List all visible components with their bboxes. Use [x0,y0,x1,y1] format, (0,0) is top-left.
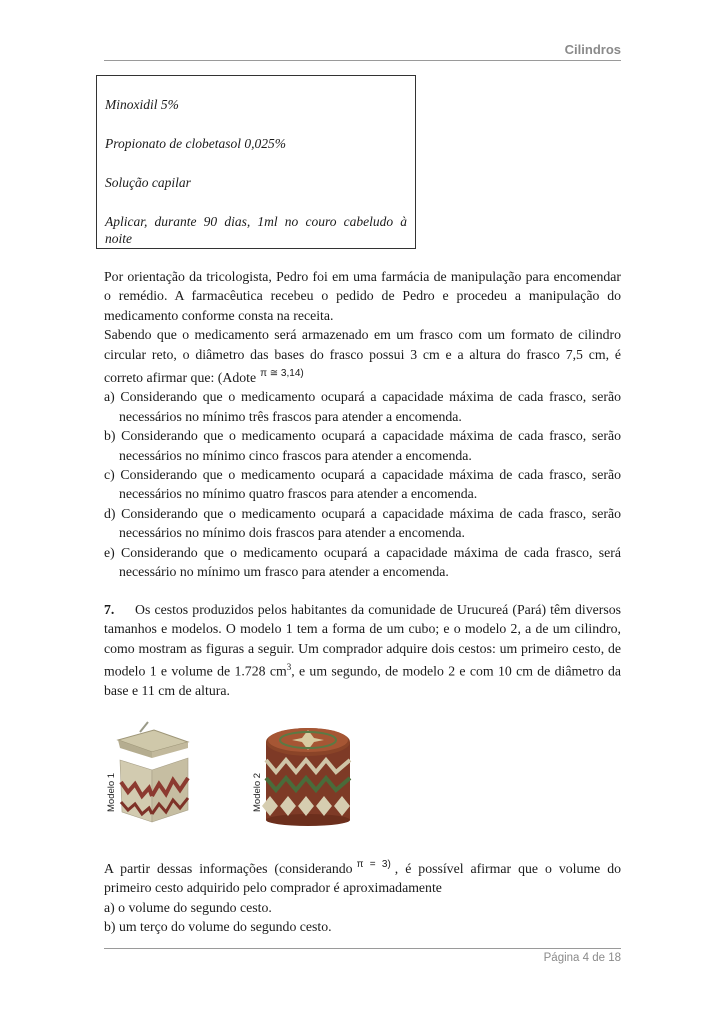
q6-paragraph-1: Por orientação da tricologista, Pedro foi em uma farmácia de manipulação para encomendar o remédio. A farmacêutica recebeu o pedido de Pedro e procedeu a manipulação do medicamento conforme consta na receita. [104,269,621,323]
q7-paragraph-2-text: A partir dessas informações (considerando [104,861,353,876]
header-divider [104,60,621,61]
q6-option-a: a) Considerando que o medicamento ocupará a capacidade máxima de cada frasco, serão necessários no mínimo três frascos para atender a encomenda. [104,389,621,424]
header-title: Cilindros [564,42,621,57]
prescription-line: Minoxidil 5% [105,97,179,112]
q7-option-b: b) um terço do volume do segundo cesto. [104,919,332,935]
cube-basket-image [104,718,196,826]
q7-paragraph-1 [104,600,621,701]
q7-paragraph-1-tail: , e um segundo, de modelo 2 e com 10 cm de diâmetro da base e 11 cm de altura. [104,663,621,699]
figure-model-2 [248,718,352,826]
prescription-box [96,75,416,249]
superscript-exponent: 3 [286,662,292,673]
q6-option-d: d) Considerando que o medicamento ocupará a capacidade máxima de cada frasco, serão necessários no mínimo dois frascos para atender a encomenda. [104,505,621,541]
pi-equals-note: π = 3) [356,859,391,870]
q6-option-b: b) Considerando que o medicamento ocupará a capacidade máxima de cada frasco, serão necessários no mínimo cinco frascos para atender a encomenda. [104,428,621,463]
page-number: Página 4 de 18 [543,952,621,964]
prescription-line: Aplicar, durante 90 dias, 1ml no couro cabeludo à noite [105,214,407,246]
q6-paragraph-2-text: Sabendo que o medicamento será armazenado em um frasco com um formato de cilindro circular reto, o diâmetro das bases do frasco possui 3 cm e a altura do frasco 7,5 cm, é correto afirmar que: (Adote [104,327,621,386]
figure-model-1 [104,718,196,826]
question-number: 7. [104,602,115,617]
prescription-line: Solução capilar [105,175,191,190]
figure-2-label: Modelo 2 [252,772,263,812]
q7-paragraph-2 [104,855,621,898]
question-7-continued [104,855,621,937]
prescription-line: Propionato de clobetasol 0,025% [105,136,286,151]
footer-divider [104,948,621,949]
q7-option-a: a) o volume do segundo cesto. [104,899,272,915]
question-6 [104,267,621,582]
q6-paragraph-2 [104,325,621,387]
q6-option-e: e) Considerando que o medicamento ocupará a capacidade máxima de cada frasco, será necessário no mínimo um frasco para atender a encomenda. [104,544,621,580]
q6-option-c: c) Considerando que o medicamento ocupará a capacidade máxima de cada frasco, serão necessários no mínimo quatro frascos para atender a encomenda. [104,467,621,502]
q7-paragraph-1-text: Os cestos produzidos pelos habitantes da comunidade de Urucureá (Pará) têm diversos tamanhos e modelos. O modelo 1 tem a forma de um cubo; e o modelo 2, a de um cilindro, como mostram as figuras a seguir. Um comprador adquire dois cestos: um primeiro cesto, de modelo 1 e volume de 1.728 cm [104,602,621,679]
cylinder-basket-image [248,718,352,826]
pi-approximation-note: π ≅ 3,14) [260,368,304,380]
q7-paragraph-2-tail: , é possível afirmar que o volume do primeiro cesto adquirido pelo comprador é aproximadamente [104,861,621,896]
figure-1-label: Modelo 1 [106,772,117,812]
question-7 [104,600,621,701]
